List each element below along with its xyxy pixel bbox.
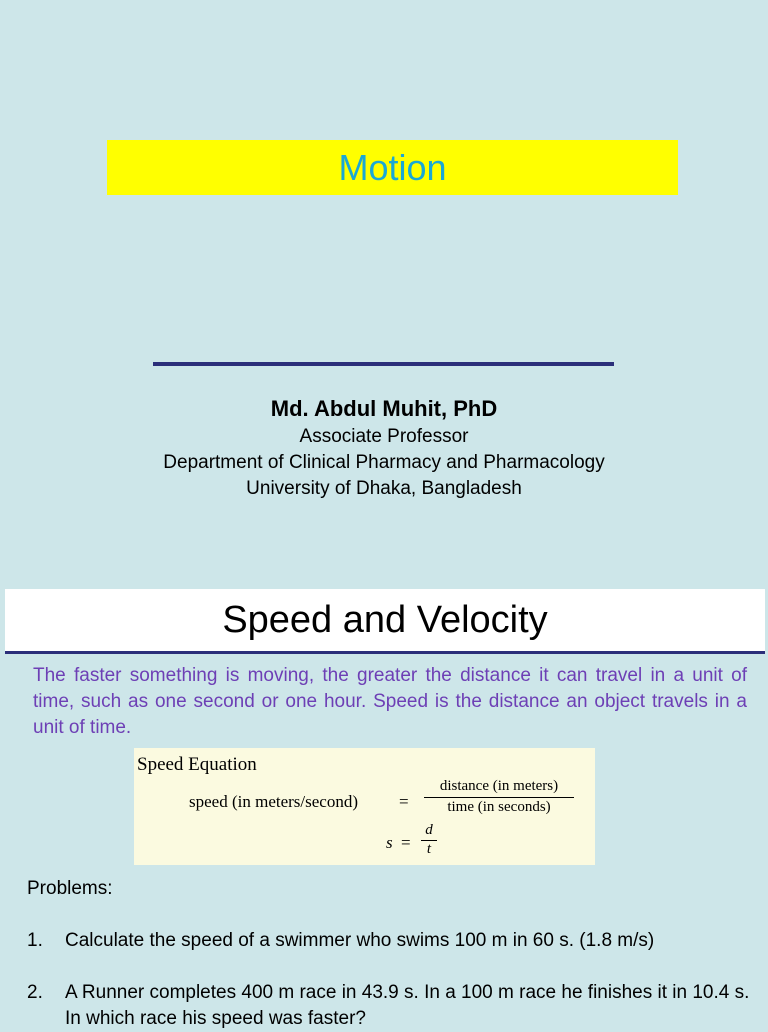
author-department: Department of Clinical Pharmacy and Pharmacology [163, 452, 605, 473]
problems-label: Problems: [27, 878, 113, 899]
short-lhs: s [386, 833, 393, 852]
divider-line [153, 362, 614, 366]
heading-rule [5, 651, 765, 654]
short-numerator: d [421, 822, 437, 841]
equation-title: Speed Equation [137, 754, 257, 775]
short-denominator: t [426, 841, 432, 857]
problem-number: 2. [27, 982, 43, 1003]
equation-lhs: speed (in meters/second) [189, 792, 358, 811]
heading-band [5, 589, 765, 651]
speed-equation-box [134, 748, 595, 865]
problem-text: Calculate the speed of a swimmer who swims 100 m in 60 s. (1.8 m/s) [65, 930, 655, 951]
section-heading: Speed and Velocity [222, 598, 548, 641]
speed-fraction [424, 778, 574, 816]
author-university: University of Dhaka, Bangladesh [246, 478, 522, 499]
author-position: Associate Professor [299, 426, 469, 447]
fraction-denominator: time (in seconds) [447, 799, 551, 815]
problem-text: A Runner completes 400 m race in 43.9 s. In a 100 m race he finishes it in 10.4 s. In which race his speed was faster? [65, 982, 750, 1029]
problem-number: 1. [27, 930, 43, 951]
slide-title: Motion [338, 146, 447, 188]
short-equals-sign: = [401, 833, 411, 852]
author-block [0, 394, 768, 502]
title-box [107, 140, 678, 195]
fraction-numerator: distance (in meters) [424, 778, 574, 798]
short-fraction [421, 822, 437, 858]
author-name: Md. Abdul Muhit, PhD [270, 396, 498, 421]
equals-sign: = [399, 792, 409, 811]
intro-paragraph: The faster something is moving, the greater the distance it can travel in a unit of time, such as one second or one hour. Speed is the distance an object travels in a unit of time. [33, 665, 747, 738]
